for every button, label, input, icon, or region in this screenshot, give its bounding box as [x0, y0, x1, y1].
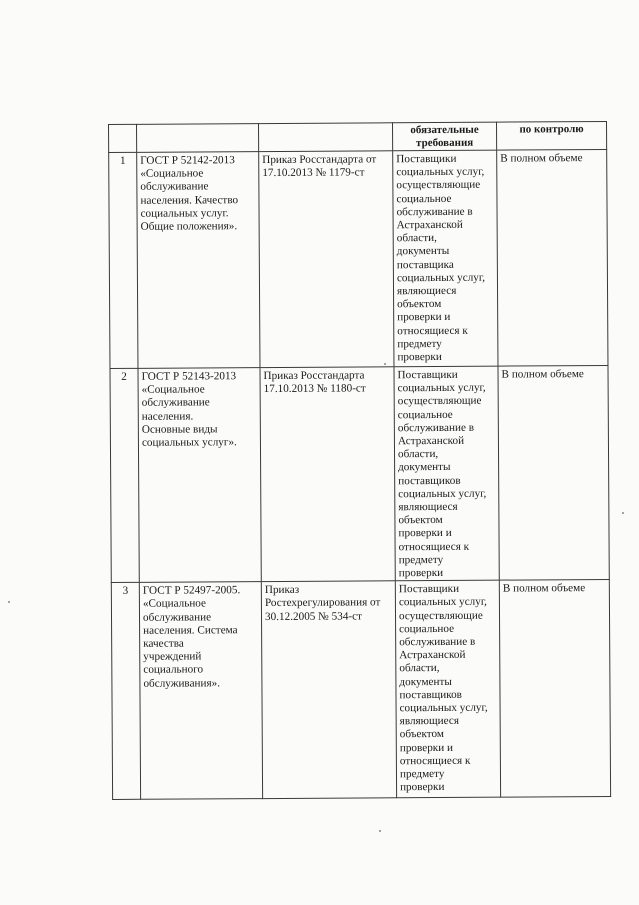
- standard-name: ГОСТ Р 52143-2013 «Социальное обслуживание населения. Основные виды социальных услуг».: [138, 368, 261, 583]
- control-extent: В полном объеме: [499, 580, 610, 798]
- header-cell-control: по контролю: [496, 121, 606, 150]
- approval-order: Приказ Ростехрегулирования от 30.12.2005 № 534-ст: [261, 581, 396, 799]
- scan-speck: [379, 830, 381, 832]
- row-number: 3: [111, 583, 140, 800]
- header-cell-approval: [259, 123, 393, 152]
- header-cell-document: [137, 124, 259, 153]
- requirements-scope: Поставщики социальных услуг, осуществляющие социальное обслуживание в Астраханской области, документы поставщика социальных услуг, являющиеся объектом проверки и относящиеся к предмету проверки: [393, 150, 498, 367]
- approval-order: Приказ Росстандарта 17.10.2013 № 1180-ст: [260, 367, 395, 582]
- standard-name: ГОСТ Р 52142-2013 «Социальное обслуживание населения. Качество социальных услуг. Общие положения».: [137, 152, 260, 369]
- header-cell-requirements: обязательные требования: [392, 122, 496, 151]
- table-row: [110, 365, 609, 582]
- standards-table: [108, 121, 611, 800]
- requirements-scope: Поставщики социальных услуг, осуществляющие социальное обслуживание в Астраханской области, документы поставщиков социальных услуг, являющиеся объектом проверки и относящиеся к предмету проверки: [394, 366, 499, 581]
- table-row: [111, 580, 610, 800]
- header-cell-num: [109, 124, 137, 152]
- control-extent: В полном объеме: [498, 365, 609, 580]
- table-header-row: [109, 121, 607, 152]
- scan-speck: [622, 512, 624, 514]
- scan-speck: [384, 363, 386, 365]
- table-row: [109, 149, 608, 368]
- row-number: 1: [109, 152, 138, 368]
- standard-name: ГОСТ Р 52497-2005. «Социальное обслуживание населения. Система качества учреждений социального обслуживания».: [139, 582, 262, 800]
- scan-speck: [8, 601, 10, 603]
- requirements-scope: Поставщики социальных услуг, осуществляющие социальное обслуживание в Астраханской области, документы поставщиков социальных услуг, являющиеся объектом проверки и относящиеся к предмету проверки: [395, 580, 500, 798]
- row-number: 2: [110, 368, 139, 582]
- approval-order: Приказ Росстандарта от 17.10.2013 № 1179-ст: [259, 151, 394, 368]
- control-extent: В полном объеме: [497, 149, 608, 366]
